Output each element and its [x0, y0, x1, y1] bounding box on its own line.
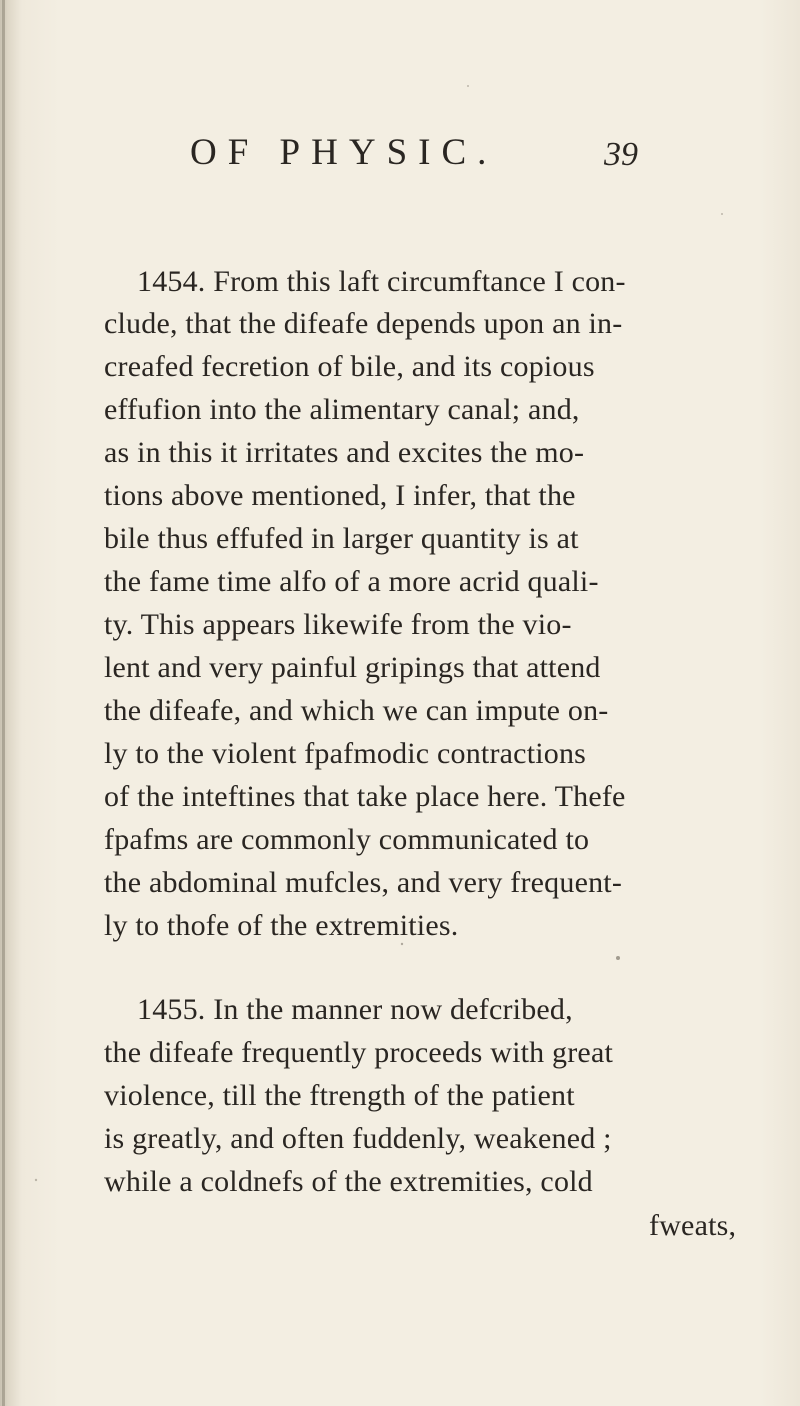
page-number: 39 — [604, 136, 638, 173]
text-line: bile thus effufed in larger quantity is at — [104, 522, 579, 555]
text-line: ly to the violent fpafmodic contractions — [104, 737, 587, 770]
text-line: of the inteftines that take place here. Thefe — [104, 780, 626, 813]
text-line: the fame time alfo of a more acrid quali- — [104, 565, 599, 598]
text-line: 1455. In the manner now defcribed, — [137, 993, 573, 1026]
text-line: while a coldnefs of the extremities, cold — [104, 1165, 593, 1198]
text-line: violence, till the ftrength of the patient — [104, 1079, 575, 1112]
text-line: the difeafe frequently proceeds with great — [104, 1036, 613, 1069]
text-line: fpafms are commonly communicated to — [104, 823, 590, 856]
text-line: tions above mentioned, I infer, that the — [104, 479, 576, 512]
text-line: as in this it irritates and excites the mo- — [104, 436, 585, 469]
running-title: OF PHYSIC. — [190, 132, 498, 173]
text-line: lent and very painful gripings that attend — [104, 651, 601, 684]
text-line: the difeafe, and which we can impute on- — [104, 694, 609, 727]
text-line: effufion into the alimentary canal; and, — [104, 393, 580, 426]
text-line: 1454. From this laft circumftance I con- — [137, 265, 626, 298]
text-line: clude, that the difeafe depends upon an in- — [104, 307, 623, 340]
catchword: fweats, — [649, 1209, 737, 1242]
text-line: the abdominal mufcles, and very frequent- — [104, 866, 623, 899]
text-line: ty. This appears likewife from the vio- — [104, 608, 572, 641]
text-line: ly to thofe of the extremities. — [104, 909, 459, 942]
text-line: creafed fecretion of bile, and its copious — [104, 350, 595, 383]
text-line: is greatly, and often fuddenly, weakened ; — [104, 1122, 612, 1155]
